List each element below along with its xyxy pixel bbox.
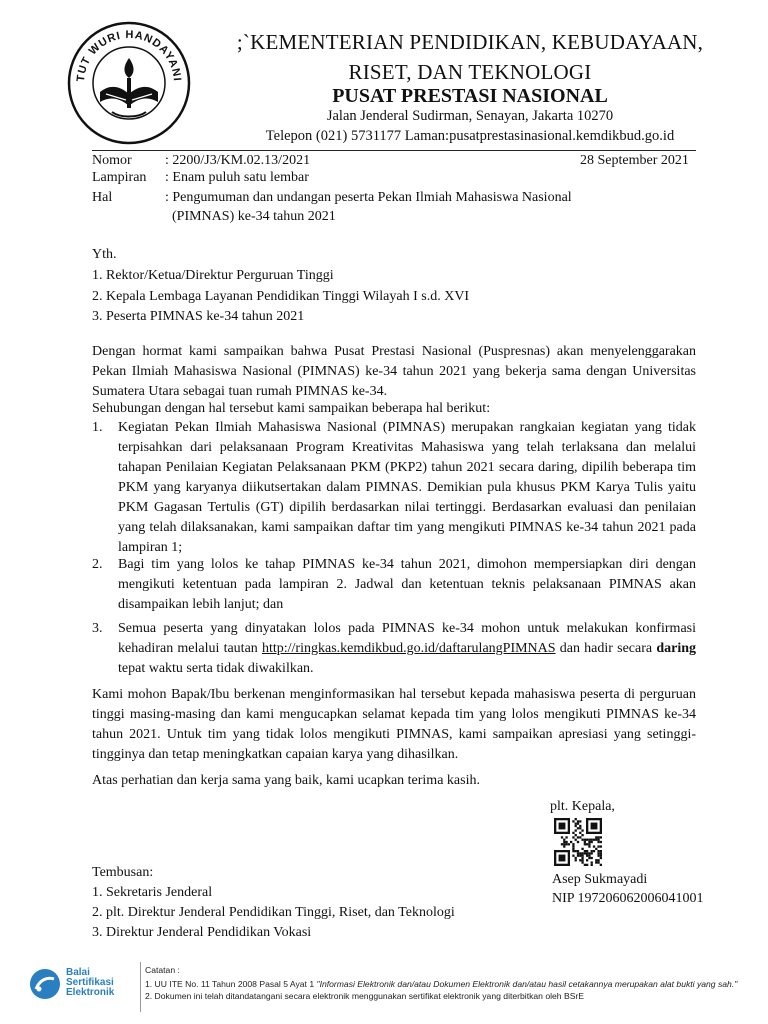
note-1-quote: "Informasi Elektronik dan/atau Dokumen Elektronik dan/atau hasil cetakannya merupakan alat bukti yang sah." [316, 979, 738, 989]
list-item [92, 619, 696, 679]
notes-label: Catatan : [145, 965, 180, 975]
recipient-2: 2. Kepala Lembaga Layanan Pendidikan Tinggi Wilayah I s.d. XVI [92, 289, 470, 304]
list-item [92, 418, 696, 558]
list-number: 1. [92, 420, 103, 435]
signer-name: Asep Sukmayadi [552, 872, 648, 887]
ministry-line-1: ;`KEMENTERIAN PENDIDIKAN, KEBUDAYAAN, [236, 30, 704, 54]
list-text: Kegiatan Pekan Ilmiah Mahasiswa Nasional (PIMNAS) merupakan rangkaian kegiatan yang tidak terpisahkan dari pelaksanaan Program Kreativitas Mahasiswa yang telah terlaksana dan melalui tahapan Penilaian Kegiatan Pelaksanaan PKM (PKP2) tahun 2021 secara daring, dipilih beberapa tim PKM yang karyanya diikutsertakan dalam PIMNAS. Demikian pula khusus PKM Karya Tulis yaitu PKM Gagasan Tertulis (GT) dipilih berdasarkan nilai tertinggi. Berdasarkan evaluasi dan penilaian yang telah dilaksanakan, kami sampaikan daftar tim yang mengikuti PIMNAS ke-34 tahun 2021 pada lampiran 1; [118, 420, 696, 555]
tembusan-item-3: 3. Direktur Jenderal Pendidikan Vokasi [92, 925, 312, 940]
tut-wuri-handayani-logo [66, 20, 192, 146]
list-text: Bagi tim yang lolos ke tahap PIMNAS ke-34 tahun 2021, dimohon mempersiapkan diri dengan mengikuti ketentuan pada lampiran 2. Jadwal dan ketentuan teknis pelaksanaan PIMNAS akan disampaikan lebih lanjut; dan [118, 557, 696, 612]
footer-notes [140, 962, 741, 1012]
tembusan-item-2: 2. plt. Direktur Jenderal Pendidikan Tinggi, Riset, dan Teknologi [92, 905, 455, 920]
daftar-ulang-link[interactable]: http://ringkas.kemdikbud.go.id/daftarulangPIMNAS [261, 641, 556, 656]
tembusan-item-1: 1. Sekretaris Jenderal [92, 885, 213, 900]
tembusan-label: Tembusan: [92, 865, 154, 880]
hal-value-2: (PIMNAS) ke-34 tahun 2021 [172, 209, 336, 224]
ministry-line-2: RISET, DAN TEKNOLOGI [348, 60, 592, 84]
note-2: 2. Dokumen ini telah ditandatangani secara elektronik menggunakan sertifikat elektronik yang diterbitkan oleh BSrE [145, 991, 585, 1001]
bsre-line-1: Balai [66, 967, 90, 978]
nomor-value: : 2200/J3/KM.02.13/2021 [165, 153, 311, 168]
list-item [92, 555, 696, 615]
thanks-sentence: Atas perhatian dan kerja sama yang baik, kami ucapkan terima kasih. [92, 773, 480, 788]
lampiran-label: Lampiran [92, 170, 147, 185]
signer-nip: NIP 197206062006041001 [552, 891, 704, 906]
recipient-3: 3. Peserta PIMNAS ke-34 tahun 2021 [92, 309, 305, 324]
salutation: Yth. [92, 247, 117, 262]
intro-paragraph: Dengan hormat kami sampaikan bahwa Pusat Prestasi Nasional (Puspresnas) akan menyelenggarakan Pekan Ilmiah Mahasiswa Nasional (PIMNAS) ke-34 tahun 2021 yang bekerja sama dengan Universitas Sumatera Utara sebagai tuan rumah PIMNAS ke-34. [92, 344, 696, 399]
closing-paragraph: Kami mohon Bapak/Ibu berkenan menginformasikan hal tersebut kepada mahasiswa peserta di perguruan tinggi masing-masing dan kami mengucapkan selamat kepada tim yang lolos mengikuti PIMNAS ke-34 tahun 2021. Untuk tim yang tidak lolos mengikuti PIMNAS, kami sampaikan apresiasi yang setinggi-tingginya dan tetap meningkatkan capaian karya yang dihasilkan. [92, 687, 696, 762]
letter-date: 28 September 2021 [580, 153, 689, 168]
bsre-line-3: Elektronik [66, 987, 115, 998]
list-number: 2. [92, 557, 103, 572]
nomor-label: Nomor [92, 153, 132, 168]
hal-value-1: : Pengumuman dan undangan peserta Pekan Ilmiah Mahasiswa Nasional [165, 190, 572, 205]
daring-emphasis: daring [656, 641, 696, 656]
note-1-a: 1. UU ITE No. 11 Tahun 2008 Pasal 5 Ayat 1 [145, 979, 317, 989]
bsre-logo-icon [28, 967, 62, 1001]
bsre-badge [28, 965, 138, 1005]
lead-sentence: Sehubungan dengan hal tersebut kami sampaikan beberapa hal berikut: [92, 401, 491, 416]
recipient-1: 1. Rektor/Ketua/Direktur Perguruan Tinggi [92, 268, 334, 283]
note-1 [145, 978, 737, 990]
logo-motto: TUT WURI HANDAYANI [74, 28, 184, 83]
list-text-b: dan hadir secara [555, 641, 657, 656]
bsre-line-2: Sertifikasi [66, 977, 114, 988]
lampiran-value: : Enam puluh satu lembar [165, 170, 309, 185]
list-text-c: tepat waktu serta tidak diwakilkan. [118, 661, 314, 676]
address: Jalan Jenderal Sudirman, Senayan, Jakarta 10270 [326, 108, 614, 124]
hal-label: Hal [92, 190, 113, 205]
unit-name: PUSAT PRESTASI NASIONAL [332, 85, 608, 107]
signature-title: plt. Kepala, [550, 799, 615, 814]
contact: Telepon (021) 5731177 Laman:pusatprestasinasional.kemdikbud.go.id [265, 128, 675, 144]
list-number: 3. [92, 621, 103, 636]
list-text-a: Semua peserta yang dinyatakan lolos pada PIMNAS ke-34 mohon untuk melakukan konfirmasi kehadiran melalui tautan [118, 621, 696, 656]
qr-code-icon [554, 818, 602, 866]
